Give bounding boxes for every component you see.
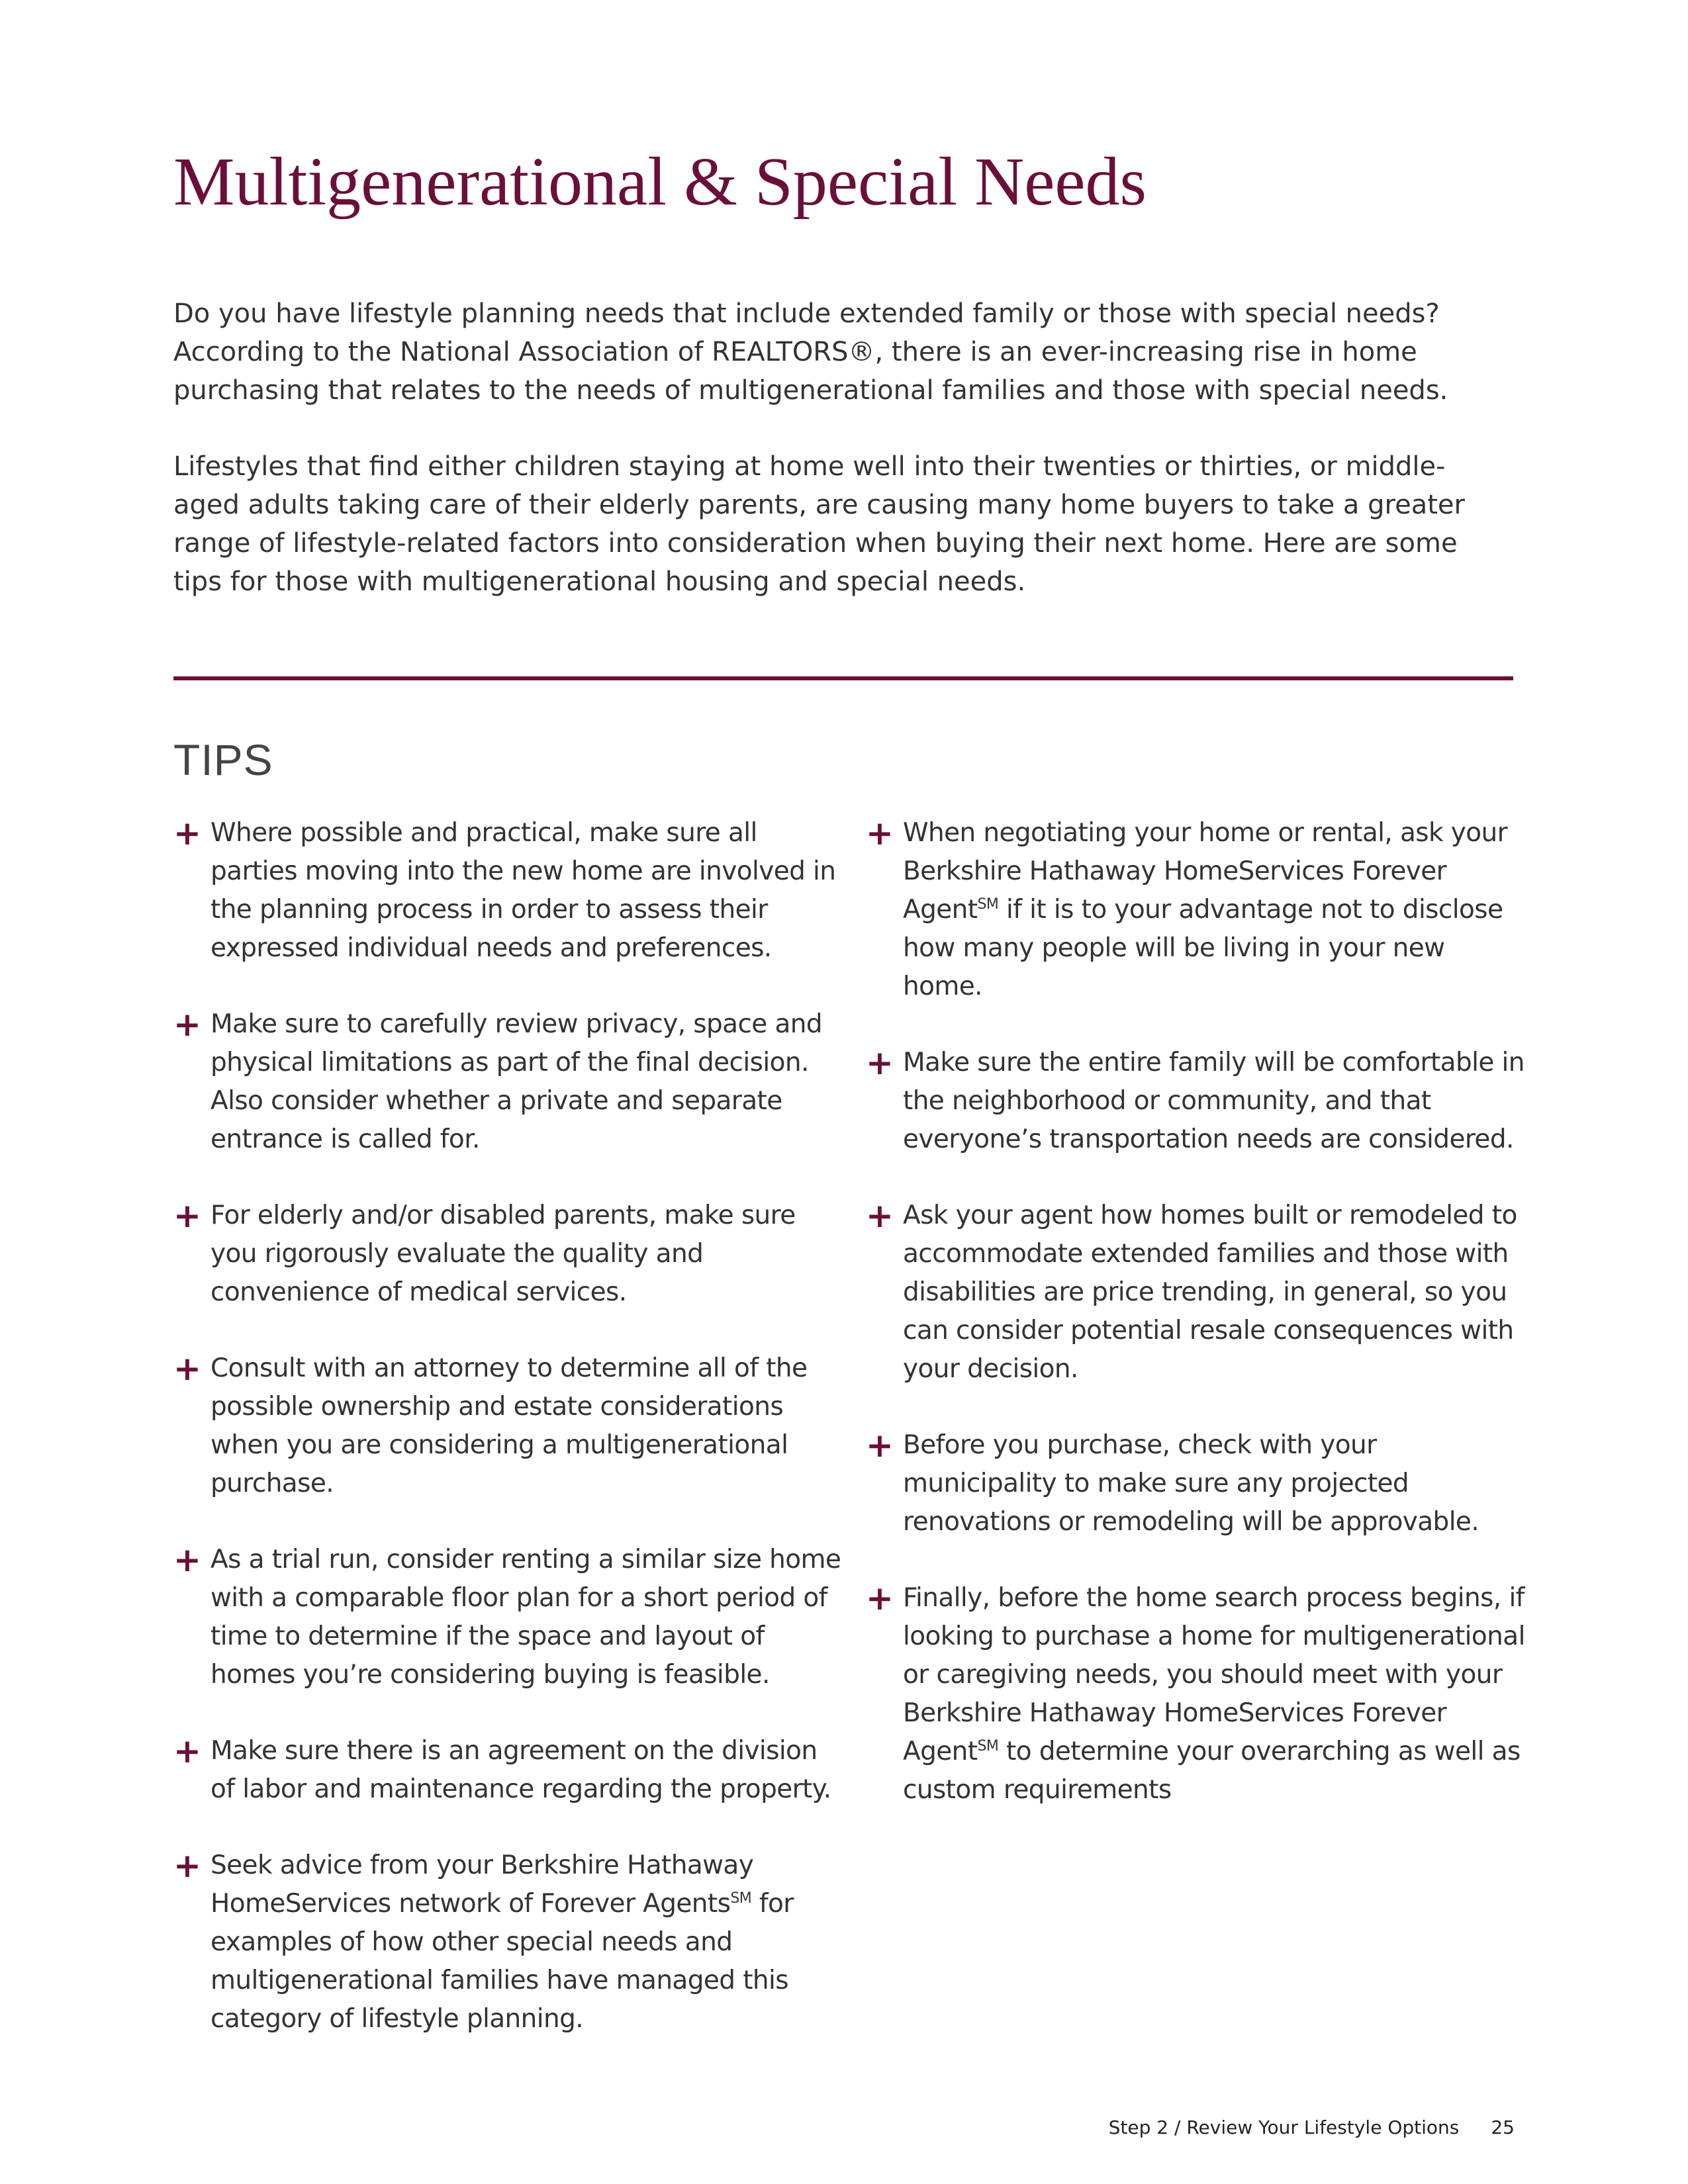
plus-icon: + (173, 1005, 201, 1044)
tips-heading: TIPS (173, 735, 273, 784)
plus-icon: + (173, 814, 201, 852)
tip-item (866, 1197, 1528, 1388)
tip-text (903, 1579, 1528, 1809)
tip-text: Make sure to carefully review privacy, space and physical limitations as part of the final decision. Also consider whether a private and separate entrance is called for. (211, 1009, 823, 1154)
tip-text: Make sure the entire family will be comfortable in the neighborhood or community, and that everyone’s transportation needs are considered. (903, 1048, 1524, 1154)
tips-list-left (173, 814, 842, 2076)
tip-text-part: Finally, before the home search process begins, if looking to purchase a home for multigenerational or caregiving needs, you should meet with your Berkshire Hathaway HomeServices Forever Agent (903, 1583, 1525, 1766)
footer-section-label: Step 2 / Review Your Lifestyle Options (1108, 2116, 1460, 2138)
service-mark: SM (977, 1738, 999, 1754)
service-mark: SM (730, 1890, 752, 1907)
plus-icon: + (173, 1732, 201, 1770)
tip-text (903, 814, 1528, 1006)
page-number: 25 (1491, 2116, 1515, 2138)
page-footer (1109, 2115, 1515, 2141)
tip-text-part: for examples of how other special needs and multigenerational families have managed this category of lifestyle planning. (211, 1889, 794, 2034)
tip-text: For elderly and/or disabled parents, make sure you rigorously evaluate the quality and convenience of medical services. (211, 1201, 796, 1307)
plus-icon: + (866, 814, 894, 852)
plus-icon: + (173, 1846, 201, 1885)
section-divider (173, 676, 1513, 680)
tip-text-part: When negotiating your home or rental, ask your Berkshire Hathaway HomeServices Forever Agent (903, 818, 1508, 925)
tip-text-part: if it is to your advantage not to disclose how many people will be living in your new home. (903, 895, 1503, 1001)
tip-item (866, 1579, 1528, 1809)
tip-item (173, 1846, 842, 2038)
document-page (173, 0, 1525, 2184)
tip-item (173, 1197, 842, 1312)
plus-icon: + (173, 1197, 201, 1235)
tip-text-part: to determine your overarching as well as custom requirements (903, 1737, 1521, 1805)
plus-icon: + (866, 1426, 894, 1465)
tip-item (173, 1732, 842, 1809)
tip-text (211, 1846, 842, 2038)
intro-paragraph: Do you have lifestyle planning needs that include extended family or those with special needs? According to the National Association of REALTORS®, there is an ever-increasing rise in home purchasing that relates to the needs of multigenerational families and those with special needs. (173, 298, 1448, 406)
tip-text-part: Seek advice from your Berkshire Hathaway HomeServices network of Forever Agents (211, 1850, 754, 1919)
tip-text: Make sure there is an agreement on the division of labor and maintenance regarding the property. (211, 1736, 831, 1804)
tips-list-right (866, 814, 1528, 1847)
tip-text: As a trial run, consider renting a similar size home with a comparable floor plan for a short period of time to determine if the space and layout of homes you’re considering buying is feasible. (211, 1545, 841, 1690)
tip-item (173, 814, 842, 968)
plus-icon: + (173, 1541, 201, 1579)
tip-item (173, 1005, 842, 1159)
page-title: Multigenerational & Special Needs (173, 144, 1147, 220)
tip-item (173, 1349, 842, 1503)
plus-icon: + (173, 1349, 201, 1388)
tip-text: Before you purchase, check with your municipality to make sure any projected renovations or remodeling will be approvable. (903, 1430, 1479, 1537)
tip-item (866, 1044, 1528, 1159)
plus-icon: + (866, 1579, 894, 1617)
tip-item (866, 814, 1528, 1006)
tip-item (866, 1426, 1528, 1541)
intro-section (173, 295, 1511, 639)
tip-text: Ask your agent how homes built or remodeled to accommodate extended families and those with disabilities are price trending, in general, so you can consider potential resale consequences with your decision. (903, 1201, 1517, 1384)
plus-icon: + (866, 1197, 894, 1235)
tip-text: Consult with an attorney to determine all of the possible ownership and estate considerations when you are considering a multigenerational purchase. (211, 1353, 808, 1498)
plus-icon: + (866, 1044, 894, 1082)
service-mark: SM (977, 896, 999, 913)
tip-item (173, 1541, 842, 1694)
tip-text: Where possible and practical, make sure all parties moving into the new home are involved in the planning process in order to assess their expressed individual needs and preferences. (211, 818, 836, 963)
intro-paragraph: Lifestyles that find either children staying at home well into their twenties or thirties, or middle-aged adults taking care of their elderly parents, are causing many home buyers to take a greater range of lifestyle-related factors into consideration when buying their next home. Here are some tips for those with multigenerational housing and special needs. (173, 451, 1465, 597)
